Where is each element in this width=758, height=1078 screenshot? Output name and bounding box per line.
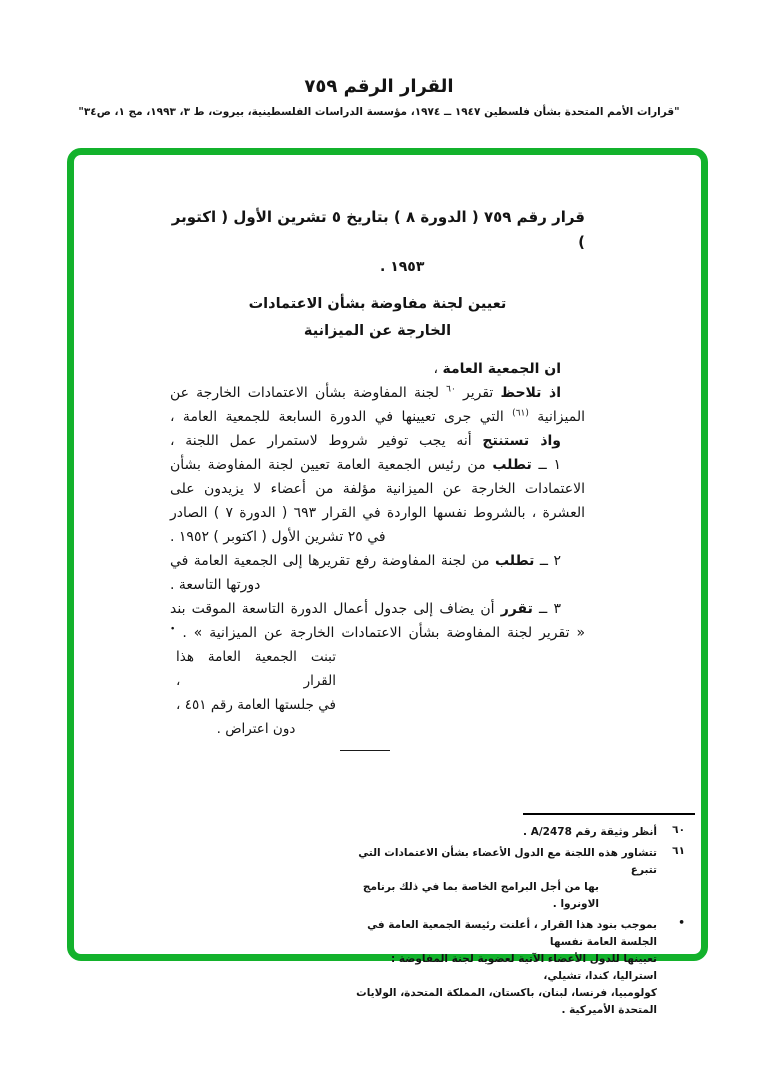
subject-line2: الخارجة عن الميزانية bbox=[303, 323, 452, 339]
source-citation: "قرارات الأمم المتحدة بشأن فلسطين ١٩٤٧ ــ ١٩٧٤، مؤسسة الدراسات الفلسطينية، بيروت، ط ٣، ١٩٩٣، مج ١، ص٣٤" bbox=[78, 106, 680, 118]
footnote-ref-61: (٦١) bbox=[512, 408, 529, 419]
subject-line1: تعيين لجنة مفاوضة بشأن الاعتمادات bbox=[248, 296, 507, 312]
resolution-green-frame bbox=[67, 148, 708, 1016]
footnote-60-line1: أنظر وثيقة رقم A/2478 . bbox=[523, 826, 657, 838]
preamble-notes-text4: التي جرى تعيينها في الدورة السابعة للجمعية العامة ، bbox=[170, 409, 513, 425]
resolution-subject bbox=[170, 291, 585, 345]
preamble-notes-line2 bbox=[170, 405, 585, 429]
preamble-notes-text1: تقرير bbox=[455, 385, 501, 401]
footnote-60 bbox=[345, 824, 697, 841]
clause2-number: ٢ ــ bbox=[534, 553, 561, 569]
footnotes-separator-rule bbox=[523, 813, 695, 815]
preamble-opening-rest: ، bbox=[433, 361, 443, 377]
footnotes-section bbox=[345, 813, 697, 1023]
preamble-concludes-rest: أنه يجب توفير شروط لاستمرار عمل اللجنة ، bbox=[170, 433, 483, 449]
clause2-bold: تطلب bbox=[494, 553, 535, 569]
end-of-text-rule bbox=[340, 750, 390, 751]
page-header bbox=[0, 76, 758, 118]
preamble-notes-text2: لجنة المفاوضة بشأن الاعتمادات الخارجة عن bbox=[170, 385, 447, 401]
resolution-text bbox=[170, 357, 585, 751]
clause3-line1 bbox=[170, 597, 585, 621]
footnote-60-marker: ٦٠ bbox=[672, 824, 685, 836]
footnote-bullet-marker: • bbox=[678, 917, 685, 929]
preamble-concludes-line bbox=[170, 429, 585, 453]
preamble-notes-line1 bbox=[170, 381, 585, 405]
footnote-ref-60: ٦٠ bbox=[446, 384, 456, 395]
footnote-61-text bbox=[345, 845, 657, 913]
clause1-line1 bbox=[170, 453, 585, 477]
clause3-bold: تقرر bbox=[500, 601, 533, 617]
adoption-note bbox=[176, 645, 336, 741]
footnote-bullet-line3: كولومبيا، فرنسا، لبنان، باكستان، المملكة المتحدة، الولايات المتحدة الأميركية . bbox=[356, 987, 657, 1016]
clause3-rest: أن يضاف إلى جدول أعمال الدورة التاسعة الموقت بند bbox=[170, 601, 501, 617]
preamble-opening-line bbox=[170, 357, 585, 381]
footnote-bullet bbox=[345, 917, 697, 1019]
footnote-bullet-line2: تعيينها للدول الأعضاء الآتية لعضوية لجنة المفاوضة : استراليا، كندا، تشيلي، bbox=[391, 953, 657, 982]
page-title: القرار الرقم ٧٥٩ bbox=[304, 76, 454, 97]
clause2-line2: دورتها التاسعة . bbox=[170, 577, 261, 593]
clause1-line4: في ٢٥ تشرين الأول ( اكتوبر ) ١٩٥٢ . bbox=[170, 529, 386, 545]
clause3-line2 bbox=[170, 621, 585, 645]
clause1-line3: العشرة ، بالشروط نفسها الواردة في القرار ٦٩٣ ( الدورة ٧ ) الصادر bbox=[170, 505, 585, 521]
clause1-rest: من رئيس الجمعية العامة تعيين لجنة المفاوضة بشأن bbox=[170, 457, 493, 473]
preamble-opening-bold: ان الجمعية العامة bbox=[442, 361, 561, 377]
preamble-notes-bold: اذ تلاحظ bbox=[500, 385, 561, 401]
clause2-line1 bbox=[170, 549, 585, 573]
preamble-notes-text3: الميزانية bbox=[528, 409, 586, 425]
footnote-61 bbox=[345, 845, 697, 913]
clause3-number: ٣ ــ bbox=[532, 601, 561, 617]
footnote-ref-bullet: • bbox=[170, 624, 176, 635]
footnote-bullet-line1: بموجب بنود هذا القرار ، أعلنت رئيسة الجمعية العامة في الجلسة العامة نفسها bbox=[367, 919, 657, 948]
adoption-line1: تبنت الجمعية العامة هذا القرار ، bbox=[176, 649, 336, 689]
clause1-number: ١ ــ bbox=[531, 457, 561, 473]
clause1-bold: تطلب bbox=[492, 457, 532, 473]
resolution-heading-line2: ١٩٥٣ . bbox=[380, 259, 425, 275]
footnote-61-line2: بها من أجل البرامج الخاصة بما في ذلك برنامج الاونروا . bbox=[362, 881, 599, 910]
footnote-61-marker: ٦١ bbox=[672, 845, 685, 857]
clause3-quoted-item: « تقرير لجنة المفاوضة بشأن الاعتمادات الخارجة عن الميزانية » . bbox=[182, 625, 586, 641]
preamble-concludes-bold: واذ تستنتج bbox=[482, 433, 561, 449]
adoption-line3: دون اعتراض . bbox=[216, 721, 296, 737]
footnote-60-text bbox=[345, 824, 657, 841]
resolution-heading-line1: قرار رقم ٧٥٩ ( الدورة ٨ ) بتاريخ ٥ تشرين الأول ( اكتوبر ) bbox=[171, 208, 585, 251]
footnote-bullet-text bbox=[345, 917, 657, 1019]
clause1-line2: الاعتمادات الخارجة عن الميزانية مؤلفة من أعضاء لا يزيدون على bbox=[170, 481, 585, 497]
adoption-line2: في جلستها العامة رقم ٤٥١ ، bbox=[176, 697, 336, 713]
footnote-61-line1: تتشاور هذه اللجنة مع الدول الأعضاء بشأن الاعتمادات التي تتبرع bbox=[358, 847, 657, 876]
clause2-rest: من لجنة المفاوضة رفع تقريرها إلى الجمعية العامة في bbox=[170, 553, 495, 569]
resolution-body bbox=[170, 205, 585, 751]
